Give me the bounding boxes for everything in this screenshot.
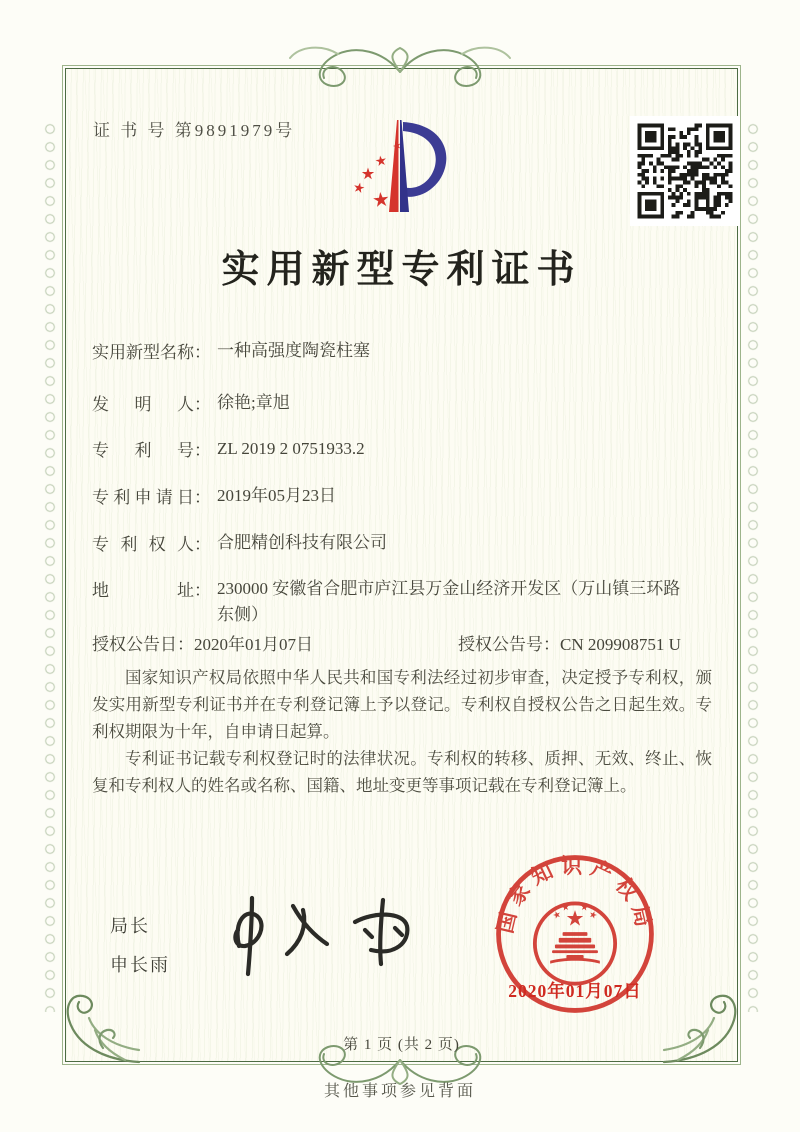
lace-border-right	[745, 120, 761, 1012]
grant-row	[92, 630, 681, 655]
field-colon: ：	[194, 581, 211, 600]
field-row-filing-date	[92, 483, 336, 509]
field-label: 地址	[92, 581, 194, 600]
field-value: 合肥精创科技有限公司	[217, 533, 387, 552]
field-colon: ：	[194, 488, 211, 507]
certificate-number: 证 书 号 第9891979号	[93, 121, 296, 140]
legal-paragraph-2: 专利证书记载专利权登记时的法律状况。专利权的转移、质押、无效、终止、恢复和专利权人的姓名或名称、国籍、地址变更等事项记载在专利登记簿上。	[92, 749, 712, 795]
commissioner-name: 申长雨	[110, 955, 170, 975]
seal-text: 国家知识产权局	[492, 853, 658, 936]
certificate-title: 实用新型专利证书	[221, 249, 582, 291]
field-value: 2019年05月23日	[217, 486, 336, 505]
cnipa-logo-icon	[345, 108, 467, 226]
lace-border-left	[42, 120, 58, 1012]
field-colon: ：	[543, 635, 560, 654]
commissioner-block	[110, 912, 170, 990]
field-label: 专利申请日	[92, 488, 194, 507]
qr-code	[630, 116, 740, 226]
field-colon: ：	[194, 343, 211, 362]
grant-number-value: CN 209908751 U	[560, 635, 681, 654]
field-row-patentee	[92, 530, 387, 556]
seal-date: 2020年01月07日	[508, 981, 642, 1001]
field-label: 专利号	[92, 441, 194, 460]
field-row-inventor	[92, 390, 290, 416]
field-colon: ：	[194, 395, 211, 414]
grant-date-value: 2020年01月07日	[194, 635, 313, 654]
field-label: 发明人	[92, 395, 194, 414]
grant-number-label: 授权公告号	[458, 635, 543, 654]
legal-paragraph-1: 国家知识产权局依照中华人民共和国专利法经过初步审查，决定授予专利权，颁发实用新型专利证书并在专利登记簿上予以登记。专利权自授权公告之日起生效。专利权期限为十年，自申请日起算。	[92, 668, 712, 741]
field-row-name	[92, 338, 370, 364]
field-row-patent-number	[92, 436, 365, 462]
field-colon: ：	[194, 441, 211, 460]
grant-date-label: 授权公告日	[92, 635, 177, 654]
legal-text	[92, 664, 712, 799]
page-number: 第 1 页 (共 2 页)	[343, 1037, 460, 1053]
field-label: 专利权人	[92, 535, 194, 554]
field-value: 230000 安徽省合肥市庐江县万金山经济开发区（万山镇三环路东侧）	[217, 579, 681, 624]
footer-note: 其他事项参见背面	[323, 1083, 476, 1100]
field-value: ZL 2019 2 0751933.2	[217, 439, 365, 458]
field-colon: ：	[194, 535, 211, 554]
commissioner-title: 局长	[110, 916, 150, 936]
svg-text:国家知识产权局	[493, 854, 657, 936]
field-label: 实用新型名称	[92, 343, 194, 362]
signature-handwriting	[205, 886, 420, 981]
field-value: 一种高强度陶瓷柱塞	[217, 341, 370, 360]
field-colon: ：	[177, 635, 194, 654]
field-value: 徐艳;章旭	[217, 393, 290, 412]
field-row-address	[92, 576, 687, 628]
